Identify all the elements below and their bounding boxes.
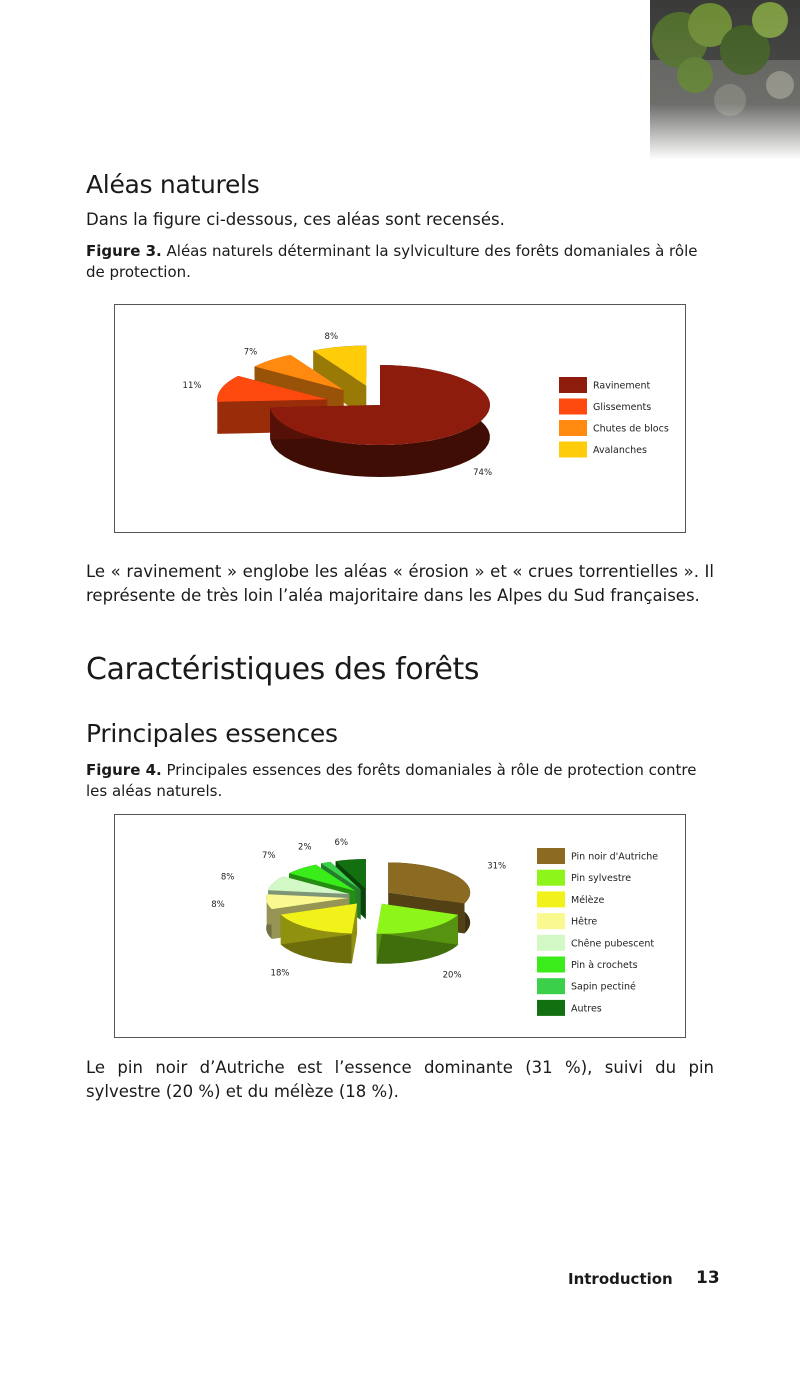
section-title-forests: Caractéristiques des forêts — [86, 652, 480, 687]
legend-swatch-6 — [537, 957, 565, 973]
figure-3-pie-svg — [115, 305, 685, 532]
figure-4-chart — [114, 814, 686, 1038]
legend-label-8: Autres — [571, 1003, 602, 1015]
legend-swatch-4 — [559, 442, 587, 458]
figure-3-caption-text: Aléas naturels déterminant la sylviculture des forêts domaniales à rôle de protection. — [86, 242, 698, 281]
corner-forest-photo — [650, 0, 800, 160]
pie-value-label-4: 8% — [211, 900, 225, 910]
pie-value-label-4: 8% — [324, 332, 339, 342]
figure-4-caption-text: Principales essences des forêts domaniales à rôle de protection contre les aléas naturels. — [86, 761, 697, 800]
pie-value-label-1: 31% — [487, 861, 507, 872]
legend-label-5: Chêne pubescent — [571, 938, 655, 950]
legend-swatch-2 — [559, 399, 587, 415]
chart-legend — [559, 377, 669, 458]
legend-swatch-1 — [537, 848, 565, 864]
legend-label-2: Pin sylvestre — [571, 873, 632, 885]
legend-swatch-5 — [537, 935, 565, 951]
section-intro-text: Dans la figure ci-dessous, ces aléas sont recensés. — [86, 210, 505, 229]
legend-label-2: Glissements — [593, 402, 652, 413]
pie-value-label-5: 8% — [220, 872, 235, 883]
pie-value-label-2: 20% — [442, 970, 462, 981]
footer-section-name: Introduction — [568, 1270, 673, 1288]
legend-swatch-2 — [537, 870, 565, 886]
pie-value-label-3: 18% — [270, 968, 290, 979]
pie-value-label-2: 11% — [182, 381, 202, 392]
pie-value-label-6: 7% — [261, 851, 276, 861]
pie-value-label-7: 2% — [298, 842, 312, 853]
legend-swatch-4 — [537, 913, 565, 929]
legend-label-7: Sapin pectiné — [571, 981, 636, 993]
figure-4-caption — [86, 760, 714, 802]
pie-value-label-3: 7% — [243, 347, 258, 358]
legend-label-4: Hêtre — [571, 916, 598, 928]
figure-3-label: Figure 3. — [86, 242, 162, 260]
legend-swatch-8 — [537, 1000, 565, 1016]
chart-legend — [537, 848, 658, 1016]
subsection-title-species: Principales essences — [86, 719, 338, 748]
legend-swatch-3 — [537, 891, 565, 907]
footer-page-number: 13 — [696, 1268, 720, 1288]
legend-label-6: Pin à crochets — [571, 960, 638, 971]
hazards-explanation-text: Le « ravinement » englobe les aléas « érosion » et « crues torrentielles ». Il représente de très loin l’aléa majoritaire dans les Alpes du Sud françaises. — [86, 562, 714, 605]
legend-label-3: Chutes de blocs — [593, 423, 669, 435]
figure-3-caption — [86, 241, 714, 283]
legend-label-1: Ravinement — [593, 380, 651, 392]
section-title-natural-hazards: Aléas naturels — [86, 170, 260, 199]
legend-swatch-3 — [559, 420, 587, 436]
species-explanation-text: Le pin noir d’Autriche est l’essence dominante (31 %), suivi du pin sylvestre (20 %) et du mélèze (18 %). — [86, 1058, 714, 1101]
legend-label-3: Mélèze — [571, 894, 605, 906]
pie-value-label-8: 6% — [334, 837, 349, 848]
legend-label-1: Pin noir d'Autriche — [571, 851, 659, 863]
figure-3-chart — [114, 304, 686, 533]
legend-swatch-7 — [537, 978, 565, 994]
pie-value-label-1: 74% — [473, 468, 493, 478]
legend-swatch-1 — [559, 377, 587, 393]
figure-4-pie-svg — [115, 815, 685, 1037]
figure-4-label: Figure 4. — [86, 761, 162, 779]
legend-label-4: Avalanches — [593, 445, 647, 456]
